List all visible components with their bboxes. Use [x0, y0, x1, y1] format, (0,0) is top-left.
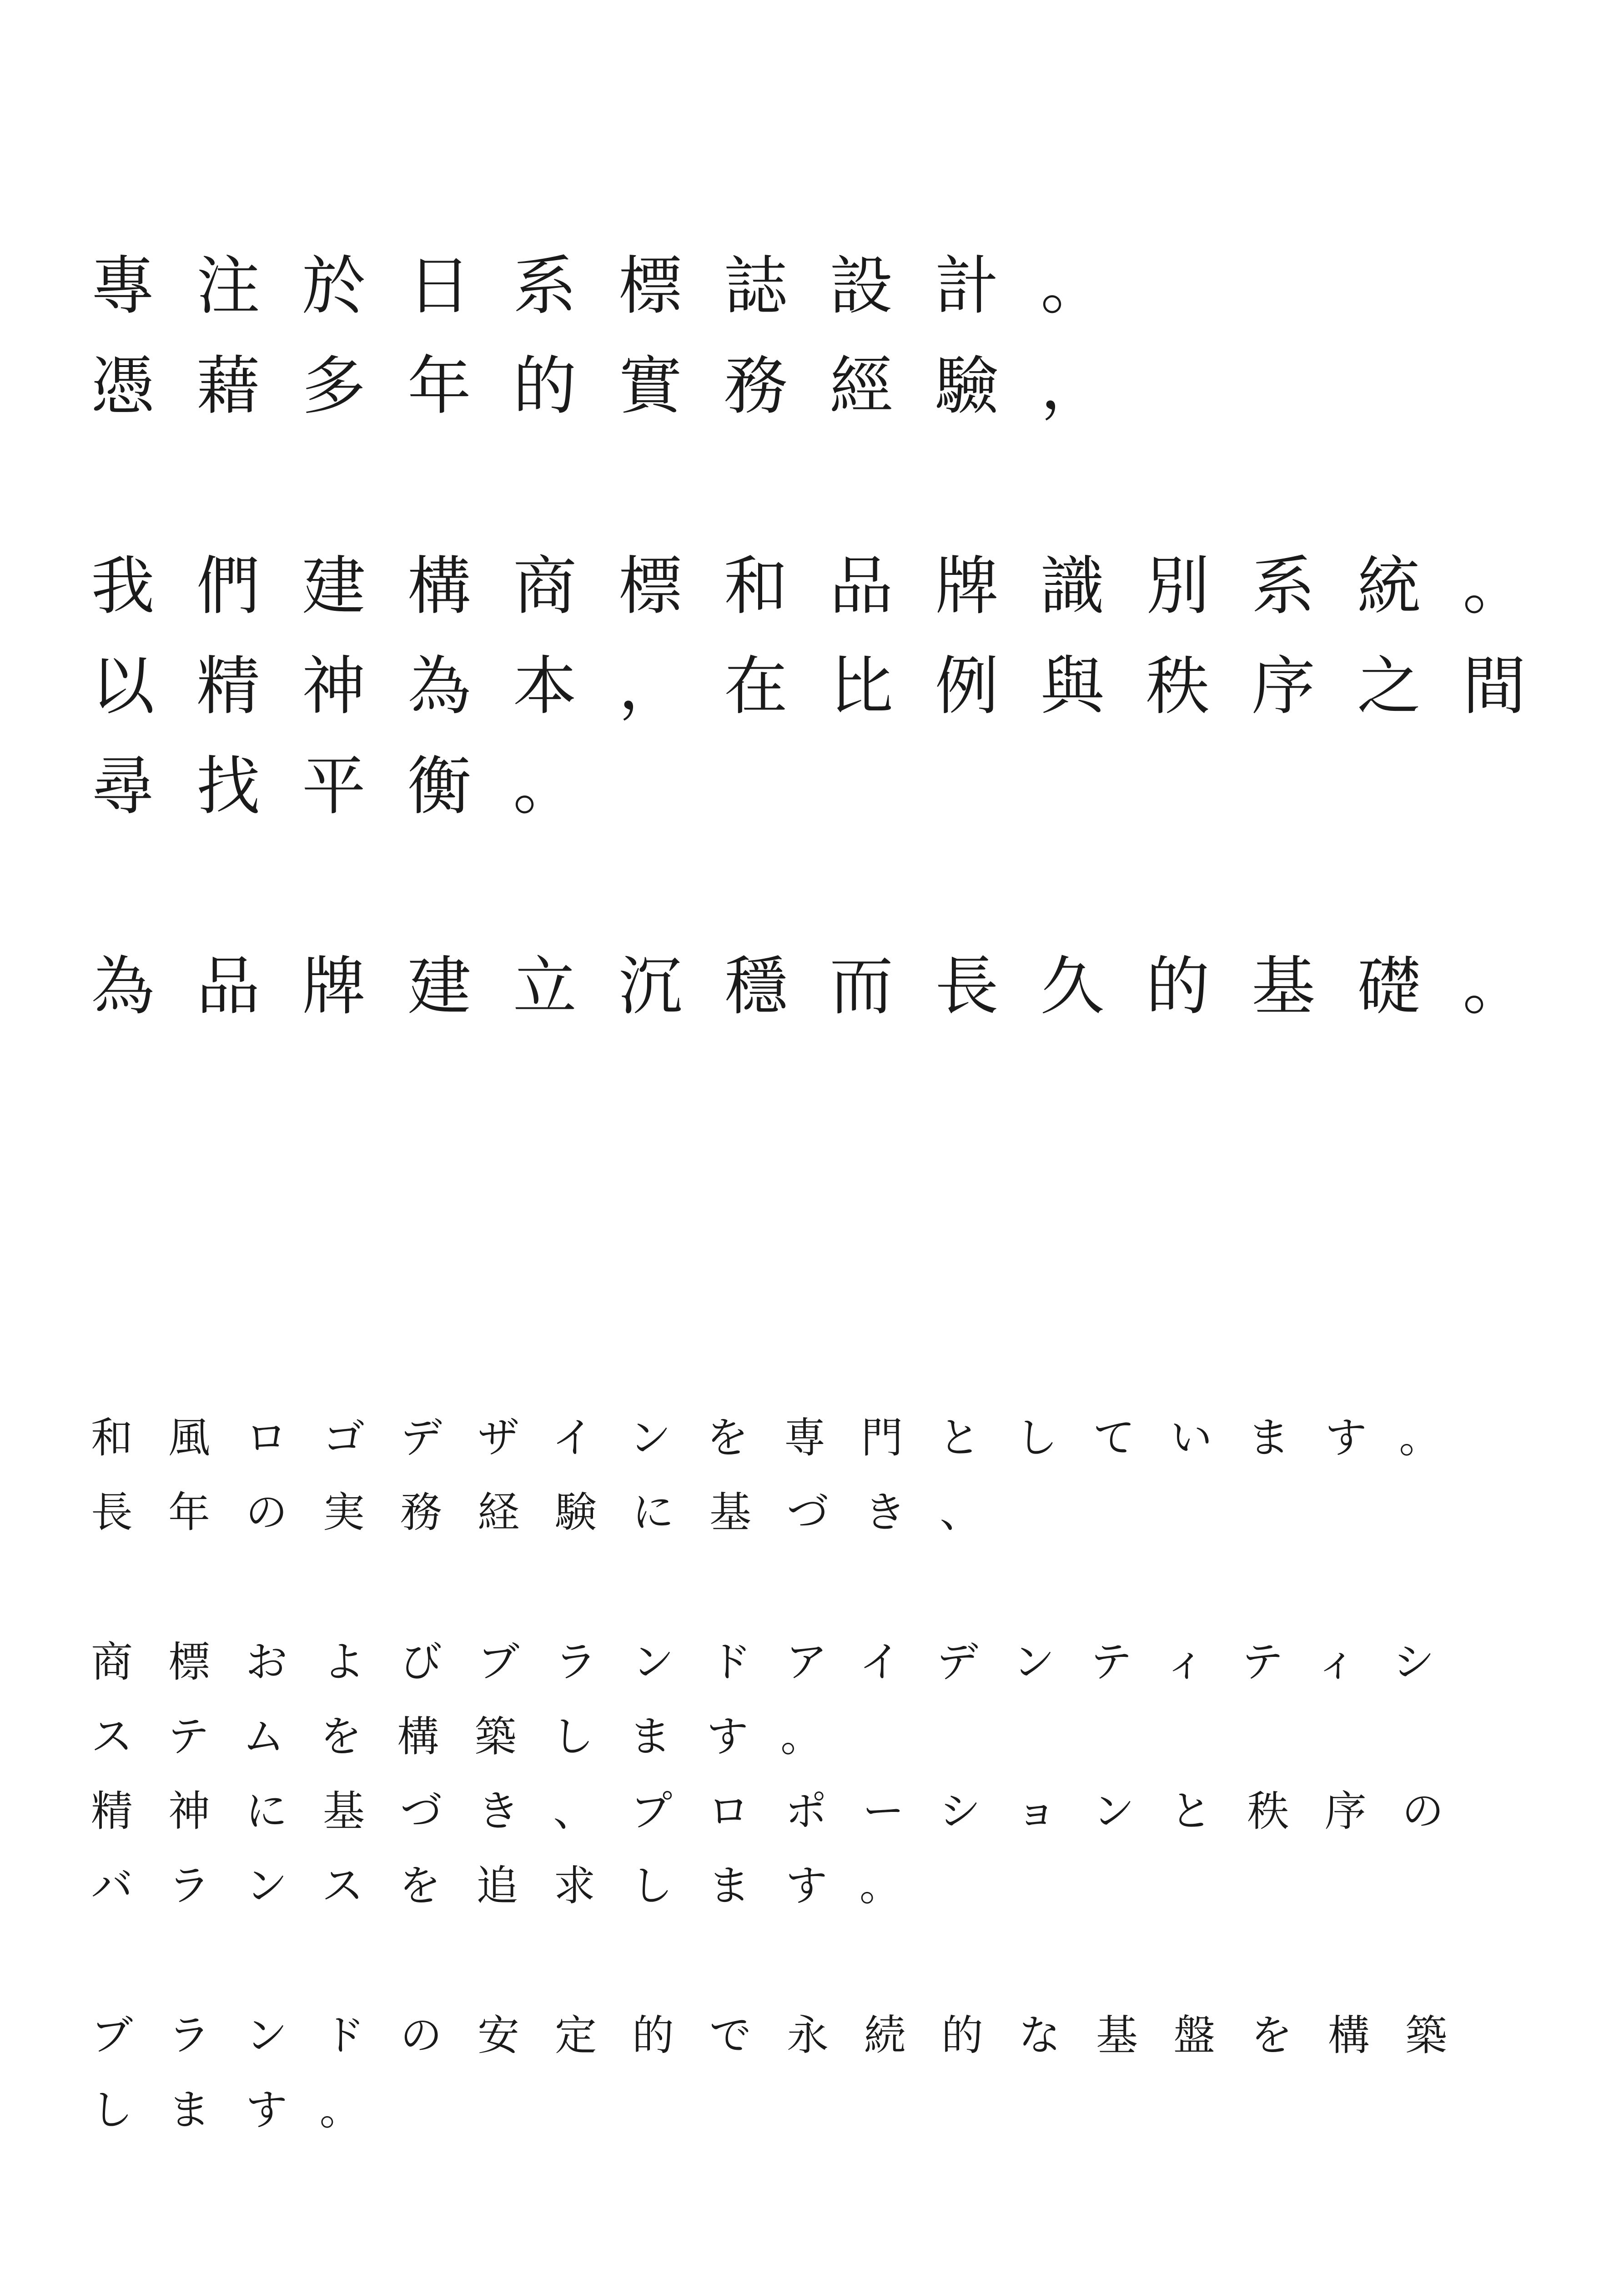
statement-zh-paragraph-3 — [91, 937, 1592, 1037]
statement-ja-paragraph-2 — [91, 1625, 1501, 1923]
statement-zh-paragraph-2 — [91, 537, 1592, 837]
statement-zh-line: 為品牌建立沉穩而長久的基礎。 — [91, 950, 1569, 1024]
statement-ja-line: します。 — [91, 2086, 397, 2134]
statement-zh-line: 我們建構商標和品牌識別系統。 — [91, 549, 1569, 624]
statement-zh-line: 以精神為本，在比例與秩序之間 — [91, 649, 1569, 724]
statement-zh-line: 專注於日系標誌設計。 — [91, 249, 1146, 323]
statement-ja-paragraph-3 — [91, 1998, 1501, 2148]
statement-ja-line: 精神に基づき、プロポーションと秩序の — [91, 1787, 1479, 1836]
statement-ja-paragraph-1 — [91, 1401, 1501, 1550]
statement-ja-line: ステムを構築します。 — [91, 1712, 858, 1761]
statement-zh-line: 尋找平衡。 — [91, 750, 619, 824]
statement-zh-line: 憑藉多年的實務經驗， — [91, 349, 1146, 423]
statement-zh — [91, 236, 1592, 1137]
statement-ja-line: 長年の実務経験に基づき、 — [91, 1488, 1017, 1537]
statement-ja — [91, 1401, 1501, 2223]
statement-ja-line: 商標およびブランドアイデンティティシ — [91, 1638, 1470, 1686]
statement-ja-line: バランスを追求します。 — [91, 1861, 937, 1910]
statement-zh-paragraph-1 — [91, 236, 1592, 437]
statement-ja-line: 和風ロゴデザインを専門としています。 — [91, 1414, 1477, 1462]
statement-ja-line: ブランドの安定的で永続的な基盤を構築 — [91, 2011, 1483, 2060]
